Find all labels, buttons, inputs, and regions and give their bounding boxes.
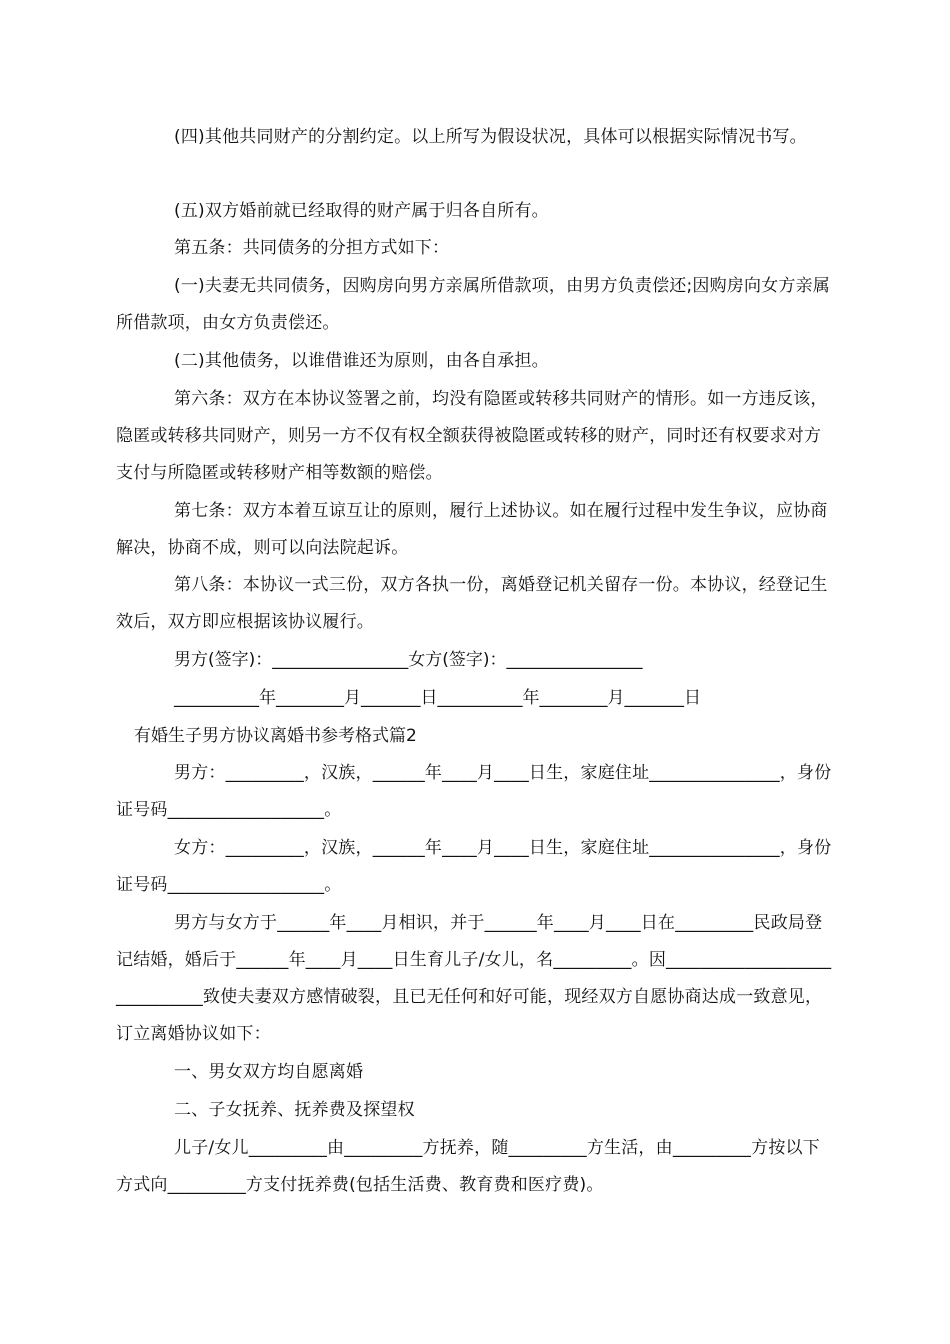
- paragraph-clause-1: 一、男女双方均自愿离婚: [174, 1062, 364, 1082]
- paragraph-article-5: 第五条：共同债务的分担方式如下：: [174, 238, 450, 258]
- paragraph-male-info: 男方：_________，汉族，______年____月____日生，家庭住址_______________，身份证号码__________________。: [116, 763, 832, 820]
- paragraph-property-5: (五)双方婚前就已经取得的财产属于归各自所有。: [174, 201, 549, 221]
- paragraph-debt-2: (二)其他债务，以谁借谁还为原则，由各自承担。: [174, 351, 549, 371]
- paragraph-property-4: (四)其他共同财产的分割约定。以上所写为假设状况，具体可以根据实际情况书写。: [174, 127, 807, 147]
- paragraph-clause-2: 二、子女抚养、抚养费及探望权: [174, 1100, 415, 1120]
- paragraph-marriage-background: 男方与女方于______年____月相识，并于______年____月____日在_________民政局登记结婚，婚后于______年____月____日生育儿子/女儿，名_________。因_____________________________致使夫妻双方感情破裂，且已无任何和好可能，现经双方自愿协商达成一致意见，订立离婚协议如下：: [116, 913, 832, 1044]
- paragraph-article-8: 第八条：本协议一式三份，双方各执一份，离婚登记机关留存一份。本协议，经登记生效后，双方即应根据该协议履行。: [116, 575, 828, 632]
- section-title: 有婚生子男方协议离婚书参考格式篇2: [134, 726, 417, 746]
- paragraph-child-custody: 儿子/女儿_________由_________方抚养，随_________方生活，由_________方按以下方式向_________方支付抚养费(包括生活费、教育费和医疗费)。: [116, 1138, 820, 1195]
- paragraph-article-6: 第六条：双方在本协议签署之前，均没有隐匿或转移共同财产的情形。如一方违反该，隐匿或转移共同财产，则另一方不仅有权全额获得被隐匿或转移的财产，同时还有权要求对方支付与所隐匿或转移财产相等数额的赔偿。: [116, 389, 828, 483]
- paragraph-female-info: 女方：_________，汉族，______年____月____日生，家庭住址_______________，身份证号码__________________。: [116, 838, 832, 895]
- date-line: __________年________月_______日__________年________月_______日: [174, 688, 701, 708]
- paragraph-debt-1: (一)夫妻无共同债务，因购房向男方亲属所借款项，由男方负责偿还;因购房向女方亲属所借款项，由女方负责偿还。: [116, 276, 830, 333]
- signature-line: 男方(签字)：________________女方(签字)：________________: [174, 650, 643, 670]
- paragraph-article-7: 第七条：双方本着互谅互让的原则，履行上述协议。如在履行过程中发生争议，应协商解决，协商不成，则可以向法院起诉。: [116, 501, 828, 558]
